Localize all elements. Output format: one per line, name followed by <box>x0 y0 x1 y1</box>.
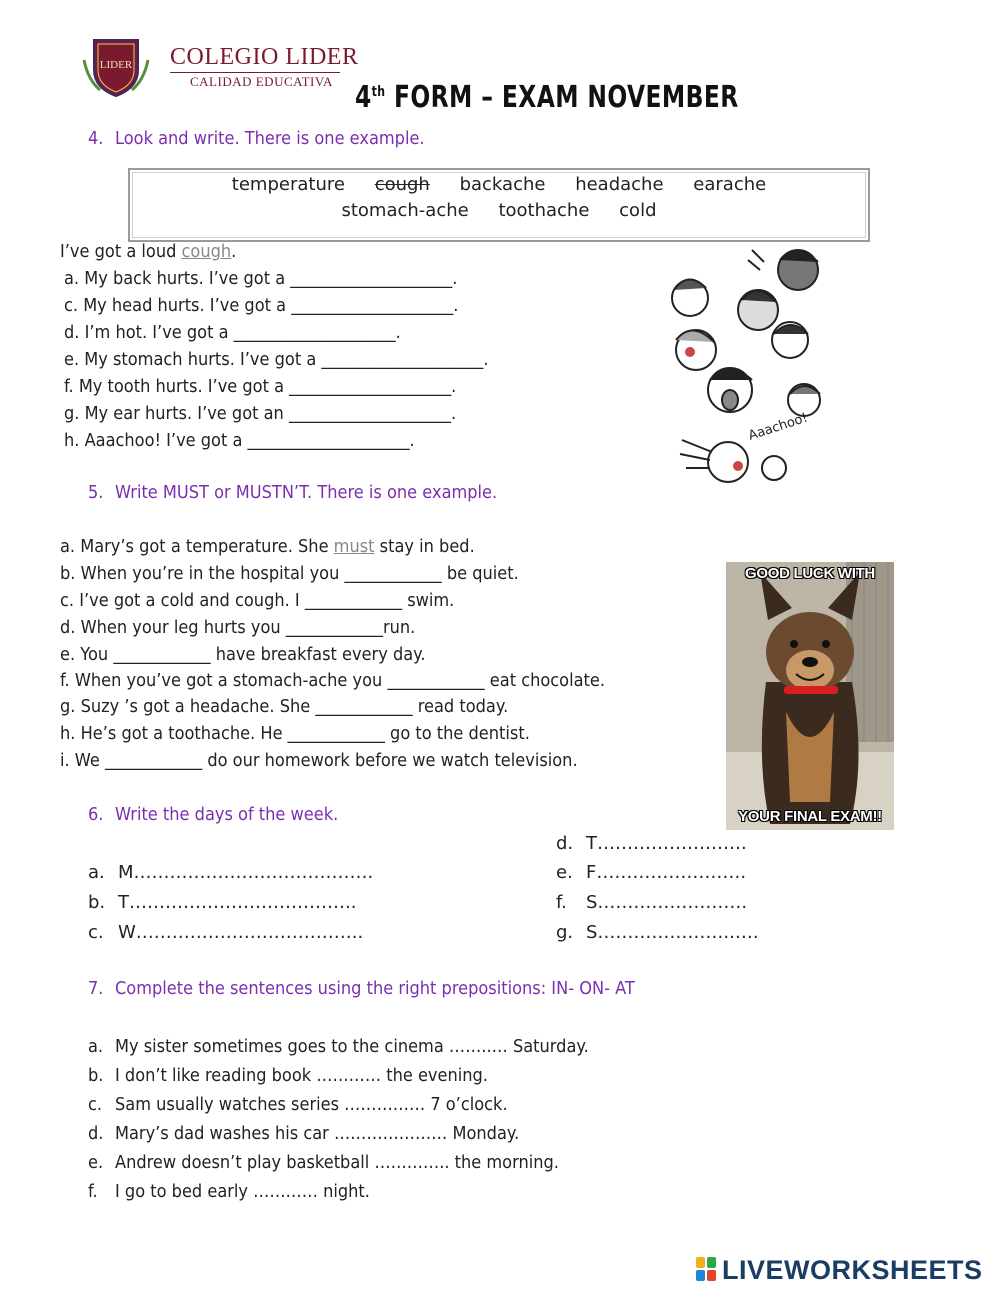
section-4-item[interactable]: g. My ear hurts. I’ve got an ____________________. <box>64 403 457 424</box>
word-bank-word: backache <box>459 174 546 195</box>
section-7-item[interactable]: e. Andrew doesn’t play basketball ………….. the morning. <box>88 1152 559 1173</box>
liveworksheets-logo[interactable] <box>696 1255 983 1285</box>
section-7-item[interactable]: a. My sister sometimes goes to the cinema ……..… Saturday. <box>88 1036 589 1057</box>
liveworksheets-wordmark: LIVEWORKSHEETS <box>722 1254 983 1285</box>
day-item-e[interactable]: e. F……………………. <box>556 862 747 883</box>
section-4-heading: 4. Look and write. There is one example. <box>88 128 425 149</box>
word-bank-word: cold <box>619 200 657 221</box>
section-5-item[interactable]: b. When you’re in the hospital you ____________ be quiet. <box>60 563 519 584</box>
section-4-item[interactable]: f. My tooth hurts. I’ve got a ____________________. <box>64 376 457 397</box>
day-item-b[interactable]: b. T……………………………….. <box>88 892 357 913</box>
day-item-f[interactable]: f. S……………………. <box>556 892 748 913</box>
word-bank-word: headache <box>575 174 664 195</box>
section-5-item[interactable]: i. We ____________ do our homework before we watch television. <box>60 750 578 771</box>
section-5-heading: 5. Write MUST or MUSTN’T. There is one example. <box>88 482 498 503</box>
section-7-item[interactable]: f. I go to bed early ………… night. <box>88 1181 370 1202</box>
meme-bottom-caption: YOUR FINAL EXAM!! <box>738 808 882 825</box>
example-answer: cough <box>181 241 232 262</box>
section-5-item[interactable]: c. I’ve got a cold and cough. I ____________ swim. <box>60 590 455 611</box>
section-5-item[interactable]: d. When your leg hurts you ____________run. <box>60 617 416 638</box>
page-title: 4th FORM – EXAM NOVEMBER <box>355 80 739 115</box>
svg-text:LIDER: LIDER <box>99 59 133 71</box>
school-name: COLEGIO LIDER <box>170 44 359 70</box>
word-bank-word: temperature <box>231 174 345 195</box>
word-bank-word-used: cough <box>374 174 430 195</box>
section-5-example: a. Mary’s got a temperature. She must stay in bed. <box>60 536 475 557</box>
section-4-example: I’ve got a loud cough. <box>60 241 237 262</box>
section-4-item[interactable]: d. I’m hot. I’ve got a ____________________. <box>64 322 401 343</box>
sneeze-caption: Aaachoo! <box>746 410 810 444</box>
good-luck-dog-meme <box>726 562 894 830</box>
word-bank-word: toothache <box>498 200 590 221</box>
day-item-d[interactable]: d. T……………………. <box>556 833 747 854</box>
section-5-item[interactable]: f. When you’ve got a stomach-ache you ____________ eat chocolate. <box>60 670 606 691</box>
liveworksheets-icon <box>696 1257 718 1283</box>
section-4-item[interactable]: e. My stomach hurts. I’ve got a ____________________. <box>64 349 489 370</box>
section-7-item[interactable]: b. I don’t like reading book ………… the evening. <box>88 1065 488 1086</box>
day-item-g[interactable]: g. S…………………..…. <box>556 922 759 943</box>
word-bank-row-2 <box>130 200 868 221</box>
section-4-item[interactable]: c. My head hurts. I’ve got a ____________________. <box>64 295 459 316</box>
section-5-item[interactable]: e. You ____________ have breakfast every day. <box>60 644 426 665</box>
section-4-item[interactable]: h. Aaachoo! I’ve got a ____________________. <box>64 430 415 451</box>
word-bank-row-1 <box>130 174 868 195</box>
day-item-c[interactable]: c. W……………………………….. <box>88 922 364 943</box>
logo-divider <box>170 72 340 73</box>
example-answer: must <box>333 536 375 557</box>
section-5-item[interactable]: g. Suzy ’s got a headache. She ____________ read today. <box>60 696 509 717</box>
illness-illustration <box>668 240 826 492</box>
word-bank-word: earache <box>693 174 767 195</box>
section-4-item[interactable]: a. My back hurts. I’ve got a ____________________. <box>64 268 458 289</box>
day-item-a[interactable]: a. M…………………………………. <box>88 862 374 883</box>
section-6-heading: 6. Write the days of the week. <box>88 804 339 825</box>
word-bank-word: stomach-ache <box>341 200 469 221</box>
section-5-item[interactable]: h. He’s got a toothache. He ____________ go to the dentist. <box>60 723 530 744</box>
section-7-item[interactable]: d. Mary’s dad washes his car ………………… Monday. <box>88 1123 520 1144</box>
school-subtitle: CALIDAD EDUCATIVA <box>190 74 333 89</box>
meme-top-caption: GOOD LUCK WITH <box>745 565 875 582</box>
section-7-item[interactable]: c. Sam usually watches series …………… 7 o’clock. <box>88 1094 508 1115</box>
word-bank-box <box>128 168 870 242</box>
school-crest-logo <box>80 30 152 102</box>
section-7-heading: 7. Complete the sentences using the right prepositions: IN- ON- AT <box>88 978 635 999</box>
